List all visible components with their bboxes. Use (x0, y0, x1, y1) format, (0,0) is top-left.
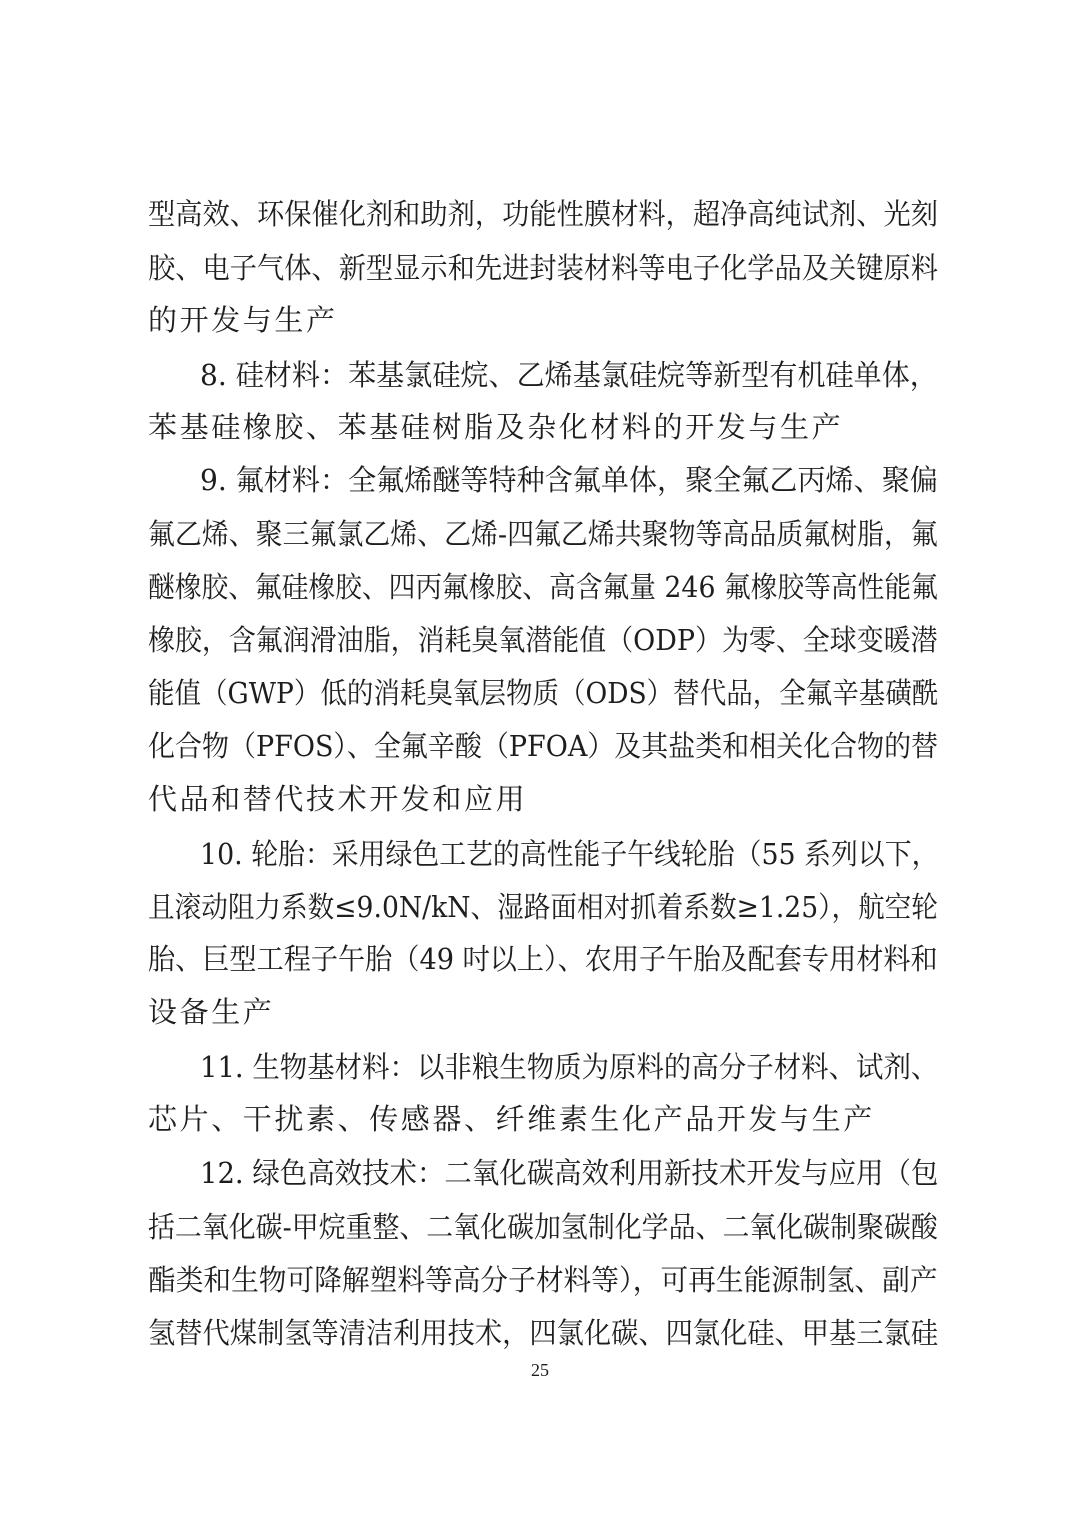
item-11-heading-line: 11. 生物基材料：以非粮生物质为原料的高分子材料、试剂、 (200, 1050, 939, 1084)
text-line: 胶、电子气体、新型显示和先进封装材料等电子化学品及关键原料 (148, 251, 939, 285)
text-line: 胎、巨型工程子午胎（49 吋以上）、农用子午胎及配套专用材料和 (148, 942, 938, 976)
text-line: 括二氧化碳-甲烷重整、二氧化碳加氢制化学品、二氧化碳制聚碳酸 (148, 1210, 938, 1244)
text-line: 且滚动阻力系数≤9.0N/kN、湿路面相对抓着系数≥1.25），航空轮 (148, 890, 938, 924)
text-line: 酯类和生物可降解塑料等高分子材料等），可再生能源制氢、副产 (148, 1263, 938, 1297)
text-line: 橡胶，含氟润滑油脂，消耗臭氧潜能值（ODP）为零、全球变暖潜 (148, 623, 938, 657)
item-9-heading-line: 9. 氟材料：全氟烯醚等特种含氟单体，聚全氟乙丙烯、聚偏 (200, 463, 938, 497)
text-line: 化合物（PFOS）、全氟辛酸（PFOA）及其盐类和相关化合物的替 (148, 729, 939, 763)
item-8-heading-line: 8. 硅材料：苯基氯硅烷、乙烯基氯硅烷等新型有机硅单体， (200, 358, 938, 392)
text-line: 的开发与生产 (148, 303, 338, 337)
text-line: 苯基硅橡胶、苯基硅树脂及杂化材料的开发与生产 (148, 410, 844, 444)
text-line: 芯片、干扰素、传感器、纤维素生化产品开发与生产 (148, 1102, 875, 1136)
text-line: 型高效、环保催化剂和助剂，功能性膜材料，超净高纯试剂、光刻 (148, 197, 939, 231)
text-line: 氢替代煤制氢等清洁利用技术，四氯化碳、四氯化硅、甲基三氯硅 (148, 1316, 939, 1350)
text-line: 氟乙烯、聚三氟氯乙烯、乙烯-四氟乙烯共聚物等高品质氟树脂，氟 (148, 517, 938, 551)
page-number: 25 (531, 1360, 549, 1380)
item-12-heading-line: 12. 绿色高效技术：二氧化碳高效利用新技术开发与应用（包 (200, 1156, 939, 1190)
text-line: 醚橡胶、氟硅橡胶、四丙氟橡胶、高含氟量 246 氟橡胶等高性能氟 (148, 570, 938, 604)
text-line: 能值（GWP）低的消耗臭氧层物质（ODS）替代品，全氟辛基磺酰 (148, 676, 939, 710)
item-10-heading-line: 10. 轮胎：采用绿色工艺的高性能子午线轮胎（55 系列以下， (200, 837, 939, 871)
text-line: 代品和替代技术开发和应用 (148, 782, 528, 816)
text-line: 设备生产 (148, 995, 275, 1029)
